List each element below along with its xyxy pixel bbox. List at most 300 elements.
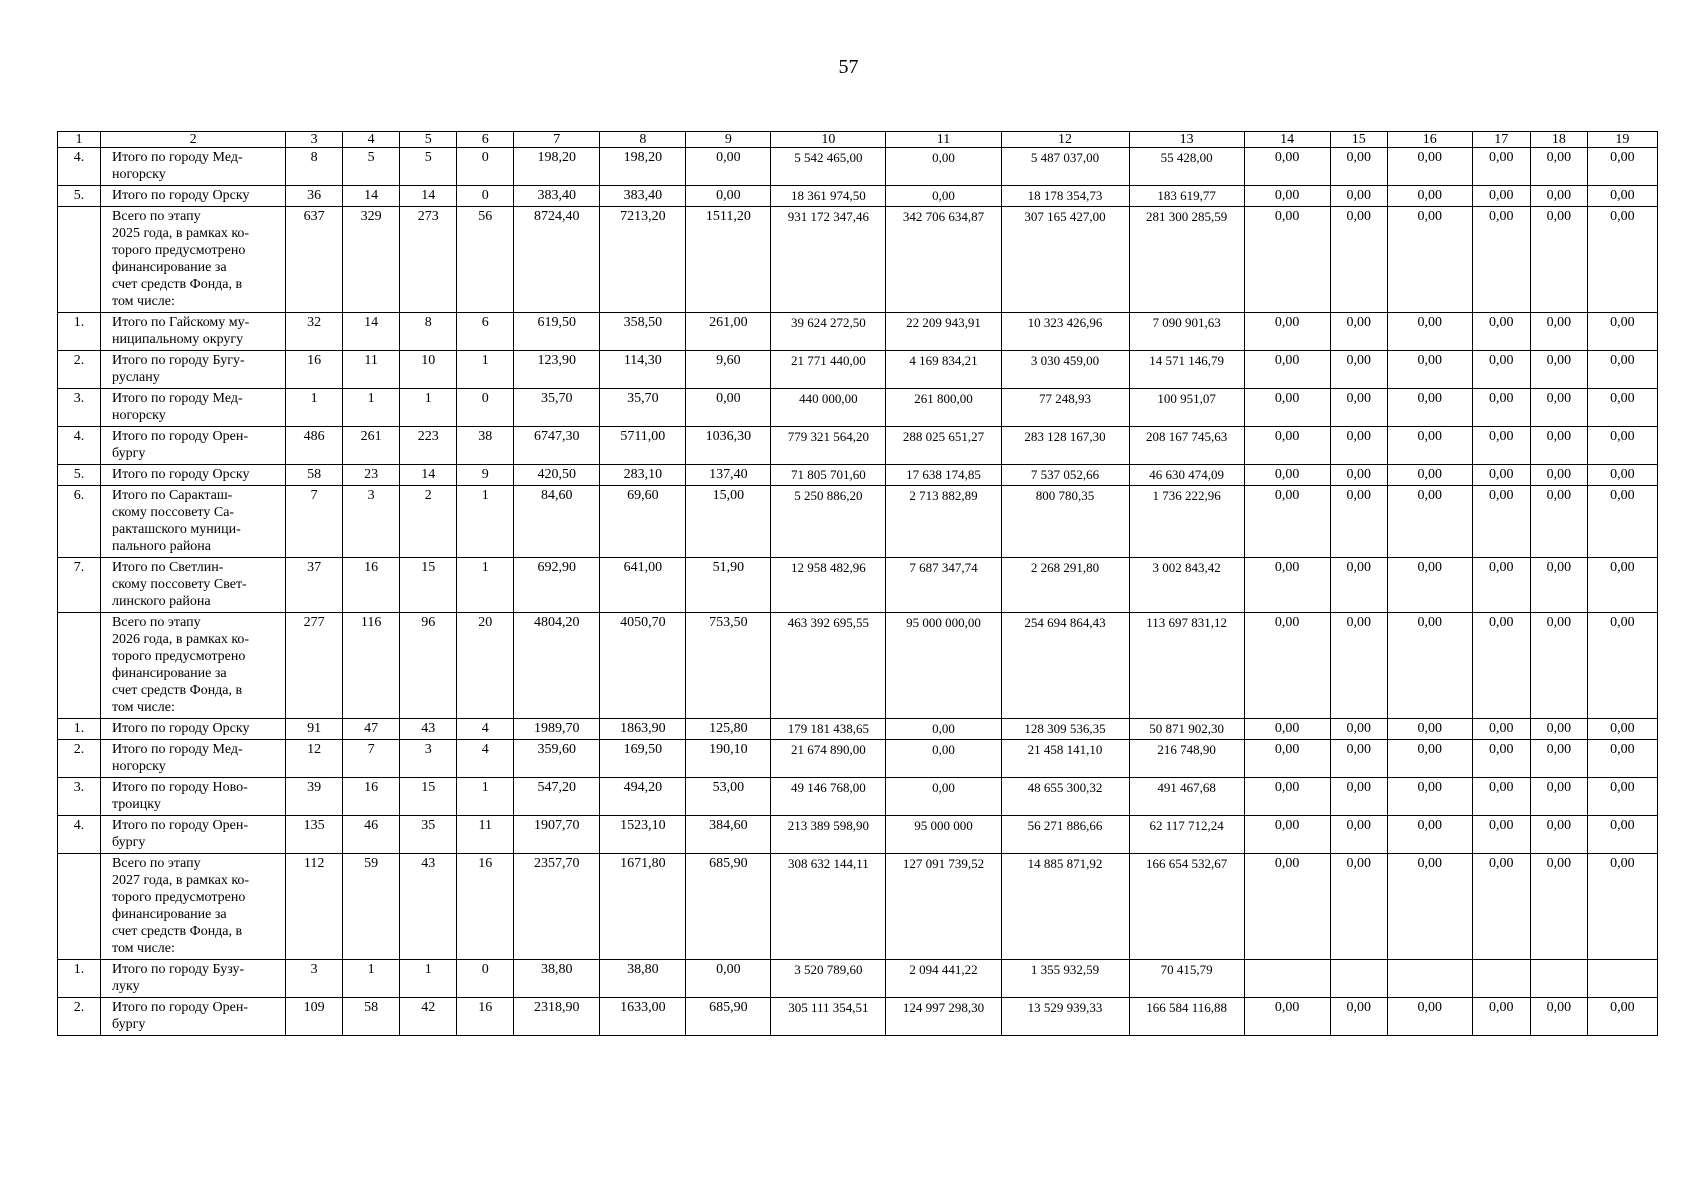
table-cell: 0,00 [1330,740,1387,778]
table-cell: 95 000 000,00 [886,613,1001,719]
column-number: 17 [1472,132,1530,148]
table-cell: 0,00 [1244,558,1330,613]
table-cell: 1633,00 [600,998,686,1036]
table-cell: 359,60 [514,740,600,778]
table-row [58,389,1658,427]
table-cell: 0,00 [1330,207,1387,313]
table-cell: 35,70 [600,389,686,427]
table-cell: 0,00 [1530,719,1587,740]
table-cell: 0,00 [1244,465,1330,486]
table-row [58,740,1658,778]
table-cell: 0,00 [1330,558,1387,613]
table-cell: 3 030 459,00 [1001,351,1129,389]
table-cell: 12 [286,740,343,778]
table-cell: 9,60 [686,351,771,389]
table-cell: 0,00 [1330,186,1387,207]
table-cell: 128 309 536,35 [1001,719,1129,740]
table-cell: 14 885 871,92 [1001,854,1129,960]
table-cell: 47 [343,719,400,740]
table-cell: 4 [457,740,514,778]
row-index: 4. [58,427,101,465]
table-cell: 692,90 [514,558,600,613]
table-cell: 21 771 440,00 [771,351,886,389]
table-cell: 10 [400,351,457,389]
table-cell: 166 654 532,67 [1129,854,1244,960]
table-cell: 0,00 [1387,389,1472,427]
table-cell: 0,00 [686,186,771,207]
table-cell: 0,00 [1472,613,1530,719]
table-cell: 4 169 834,21 [886,351,1001,389]
column-number: 7 [514,132,600,148]
table-cell: 0,00 [1530,465,1587,486]
table-cell: 0,00 [1330,816,1387,854]
table-cell: 0,00 [1472,998,1530,1036]
table-cell: 0,00 [1387,719,1472,740]
table-cell: 213 389 598,90 [771,816,886,854]
row-label: Итого по городу Орен- бургу [101,816,286,854]
table-cell: 71 805 701,60 [771,465,886,486]
table-row [58,313,1658,351]
table-cell: 463 392 695,55 [771,613,886,719]
table-cell: 7 537 052,66 [1001,465,1129,486]
table-row [58,854,1658,960]
table-cell: 0,00 [1244,207,1330,313]
row-label: Всего по этапу 2025 года, в рамках ко- торого предусмотрено финансирование за счет средств Фонда, в том числе: [101,207,286,313]
table-cell: 91 [286,719,343,740]
table-cell: 0,00 [1530,558,1587,613]
table-cell: 1 [343,960,400,998]
table-cell: 53,00 [686,778,771,816]
table-cell: 62 117 712,24 [1129,816,1244,854]
table-cell: 0,00 [1530,351,1587,389]
table-cell: 5 542 465,00 [771,148,886,186]
table-cell: 0,00 [1244,313,1330,351]
table-cell: 116 [343,613,400,719]
row-index: 4. [58,816,101,854]
table-cell: 420,50 [514,465,600,486]
table-cell: 1511,20 [686,207,771,313]
row-label: Итого по Саракташ- скому поссовету Са- ракташского муници- пального района [101,486,286,558]
table-cell: 0 [457,960,514,998]
table-cell: 46 [343,816,400,854]
table-cell: 69,60 [600,486,686,558]
table-body [58,132,1658,1036]
table-cell: 0,00 [1587,389,1657,427]
column-number: 2 [101,132,286,148]
table-cell: 0,00 [1587,207,1657,313]
table-cell: 0,00 [1244,854,1330,960]
table-cell: 137,40 [686,465,771,486]
table-cell: 254 694 864,43 [1001,613,1129,719]
table-row [58,148,1658,186]
table-cell: 1 [457,351,514,389]
table-cell: 0,00 [1244,186,1330,207]
table-cell: 7213,20 [600,207,686,313]
table-cell: 358,50 [600,313,686,351]
column-number: 15 [1330,132,1387,148]
table-cell: 0,00 [686,389,771,427]
table-cell: 0,00 [1387,427,1472,465]
table-cell: 0,00 [1330,389,1387,427]
table-cell: 13 529 939,33 [1001,998,1129,1036]
table-cell: 261 [343,427,400,465]
table-cell: 637 [286,207,343,313]
table-cell: 307 165 427,00 [1001,207,1129,313]
table-cell: 21 674 890,00 [771,740,886,778]
table-cell: 14 [343,313,400,351]
table-cell: 5 [400,148,457,186]
table-row [58,186,1658,207]
table-cell: 0,00 [886,778,1001,816]
table-cell: 0,00 [1244,148,1330,186]
row-index: 1. [58,960,101,998]
row-label: Итого по городу Орен- бургу [101,998,286,1036]
row-index: 6. [58,486,101,558]
table-cell: 0,00 [1587,465,1657,486]
table-cell: 16 [457,998,514,1036]
table-header-row [58,132,1658,148]
row-index: 5. [58,465,101,486]
row-index: 1. [58,313,101,351]
row-label: Итого по городу Орен- бургу [101,427,286,465]
table-cell [1387,960,1472,998]
table-cell: 35,70 [514,389,600,427]
row-index: 3. [58,778,101,816]
row-label: Всего по этапу 2026 года, в рамках ко- торого предусмотрено финансирование за счет средств Фонда, в том числе: [101,613,286,719]
row-label: Всего по этапу 2027 года, в рамках ко- торого предусмотрено финансирование за счет средств Фонда, в том числе: [101,854,286,960]
table-cell: 342 706 634,87 [886,207,1001,313]
table-cell [1587,960,1657,998]
table-cell [1530,960,1587,998]
table-cell: 3 [343,486,400,558]
table-row [58,613,1658,719]
column-number: 10 [771,132,886,148]
table-cell: 779 321 564,20 [771,427,886,465]
table-cell: 0,00 [1330,854,1387,960]
table-cell: 0,00 [1472,148,1530,186]
table-cell: 1863,90 [600,719,686,740]
table-cell: 0,00 [1387,186,1472,207]
table-cell: 1 [457,778,514,816]
table-cell: 0,00 [1587,778,1657,816]
table-cell: 0,00 [1530,389,1587,427]
table-cell: 0,00 [1472,465,1530,486]
row-label: Итого по городу Орску [101,186,286,207]
table-cell: 383,40 [514,186,600,207]
table-cell: 0,00 [1330,427,1387,465]
table-cell: 0,00 [1387,854,1472,960]
table-cell: 38,80 [600,960,686,998]
row-label: Итого по Светлин- скому поссовету Свет- линского района [101,558,286,613]
table-cell: 0,00 [1530,313,1587,351]
table-cell: 305 111 354,51 [771,998,886,1036]
table-cell: 0,00 [1472,854,1530,960]
table-cell: 37 [286,558,343,613]
column-number: 12 [1001,132,1129,148]
table-cell: 39 [286,778,343,816]
column-number: 6 [457,132,514,148]
table-cell: 0,00 [1330,998,1387,1036]
table-cell: 2357,70 [514,854,600,960]
column-number: 4 [343,132,400,148]
row-index: 3. [58,389,101,427]
table-row [58,351,1658,389]
table-row [58,998,1658,1036]
table-cell: 1 736 222,96 [1129,486,1244,558]
table-cell: 1 [400,389,457,427]
table-cell: 619,50 [514,313,600,351]
table-cell: 55 428,00 [1129,148,1244,186]
column-number: 8 [600,132,686,148]
table-cell: 7 [343,740,400,778]
table-cell: 15 [400,778,457,816]
table-row [58,465,1658,486]
page-number: 57 [838,56,859,78]
table-cell: 14 [400,465,457,486]
table-cell: 0,00 [1587,427,1657,465]
table-cell: 494,20 [600,778,686,816]
table-cell: 0,00 [1472,486,1530,558]
table-cell: 440 000,00 [771,389,886,427]
table-cell: 123,90 [514,351,600,389]
table-cell: 329 [343,207,400,313]
table-cell: 2 [400,486,457,558]
table-cell: 0,00 [1244,351,1330,389]
table-cell: 23 [343,465,400,486]
table-cell: 0 [457,148,514,186]
row-index: 5. [58,186,101,207]
table-cell: 39 624 272,50 [771,313,886,351]
table-cell: 5 250 886,20 [771,486,886,558]
table-cell: 0,00 [1530,778,1587,816]
table-cell: 1 [286,389,343,427]
table-cell: 0,00 [1244,719,1330,740]
table-cell: 50 871 902,30 [1129,719,1244,740]
table-cell: 0,00 [1387,613,1472,719]
table-cell: 0,00 [1330,313,1387,351]
table-cell: 113 697 831,12 [1129,613,1244,719]
column-number: 19 [1587,132,1657,148]
table-cell: 56 [457,207,514,313]
table-cell: 20 [457,613,514,719]
table-cell: 261 800,00 [886,389,1001,427]
table-cell: 100 951,07 [1129,389,1244,427]
table-cell: 95 000 000 [886,816,1001,854]
table-cell: 0 [457,389,514,427]
table-cell: 43 [400,719,457,740]
table-cell: 0,00 [1587,719,1657,740]
table-cell: 283,10 [600,465,686,486]
table-cell: 931 172 347,46 [771,207,886,313]
table-cell: 169,50 [600,740,686,778]
table-cell: 0,00 [1587,740,1657,778]
column-number: 11 [886,132,1001,148]
table-cell: 77 248,93 [1001,389,1129,427]
table-cell: 0,00 [1587,998,1657,1036]
table-cell: 22 209 943,91 [886,313,1001,351]
table-cell: 59 [343,854,400,960]
table-cell: 36 [286,186,343,207]
table-cell: 0,00 [1387,207,1472,313]
table-cell: 2 713 882,89 [886,486,1001,558]
table-cell: 0,00 [1530,740,1587,778]
table-cell: 0,00 [1387,816,1472,854]
table-cell: 0,00 [1587,351,1657,389]
table-cell: 0,00 [1244,613,1330,719]
table-cell: 0,00 [1530,186,1587,207]
table-cell: 1671,80 [600,854,686,960]
table-cell: 114,30 [600,351,686,389]
table-cell: 685,90 [686,998,771,1036]
row-label: Итого по городу Орску [101,465,286,486]
table-cell: 0,00 [1472,351,1530,389]
table-cell: 0,00 [1387,740,1472,778]
row-label: Итого по городу Мед- ногорску [101,389,286,427]
table-cell: 51,90 [686,558,771,613]
table-cell: 0,00 [1472,778,1530,816]
table-cell: 5 [343,148,400,186]
table-cell: 12 958 482,96 [771,558,886,613]
table-cell: 0,00 [1530,148,1587,186]
table-cell: 2318,90 [514,998,600,1036]
table-cell: 0,00 [1530,486,1587,558]
table-cell: 0,00 [1387,148,1472,186]
table-cell: 58 [343,998,400,1036]
table-cell: 261,00 [686,313,771,351]
table-cell: 0,00 [1387,465,1472,486]
table-cell: 0,00 [1330,613,1387,719]
table-cell: 0,00 [1330,778,1387,816]
table-row [58,778,1658,816]
table-cell: 0,00 [1244,486,1330,558]
column-number: 13 [1129,132,1244,148]
row-index: 1. [58,719,101,740]
table-cell: 0,00 [1587,486,1657,558]
table-cell: 17 638 174,85 [886,465,1001,486]
table-cell: 11 [457,816,514,854]
table-cell: 0,00 [1244,816,1330,854]
table-cell: 16 [286,351,343,389]
row-index [58,854,101,960]
table-cell: 0,00 [1530,854,1587,960]
table-cell [1244,960,1330,998]
table-cell: 0,00 [1587,816,1657,854]
row-index: 7. [58,558,101,613]
table-cell: 0,00 [1472,389,1530,427]
table-cell: 0,00 [1587,148,1657,186]
table-row [58,719,1658,740]
table-cell: 0,00 [1330,719,1387,740]
table-cell: 58 [286,465,343,486]
table-cell: 0,00 [1330,148,1387,186]
row-label: Итого по городу Мед- ногорску [101,148,286,186]
table-cell: 8 [286,148,343,186]
table-cell: 179 181 438,65 [771,719,886,740]
table-cell: 14 [400,186,457,207]
table-cell: 49 146 768,00 [771,778,886,816]
table-cell: 0,00 [1587,186,1657,207]
table-cell: 0,00 [886,148,1001,186]
table-cell: 0,00 [1330,486,1387,558]
table-cell: 3 [400,740,457,778]
table-cell: 491 467,68 [1129,778,1244,816]
row-label: Итого по городу Орску [101,719,286,740]
table-cell: 9 [457,465,514,486]
row-index: 2. [58,998,101,1036]
table-cell: 486 [286,427,343,465]
table-cell: 96 [400,613,457,719]
table-cell: 166 584 116,88 [1129,998,1244,1036]
table-cell: 112 [286,854,343,960]
table-cell: 198,20 [600,148,686,186]
table-cell: 3 520 789,60 [771,960,886,998]
row-label: Итого по городу Ново- троицку [101,778,286,816]
table-cell: 0,00 [886,740,1001,778]
table-cell: 0,00 [1530,207,1587,313]
table-cell: 0,00 [1530,613,1587,719]
table-cell: 753,50 [686,613,771,719]
table-cell: 273 [400,207,457,313]
column-number: 14 [1244,132,1330,148]
row-index [58,613,101,719]
table-cell: 0,00 [1387,998,1472,1036]
table-cell: 8724,40 [514,207,600,313]
table-cell: 10 323 426,96 [1001,313,1129,351]
table-cell: 0,00 [686,148,771,186]
table-cell: 0,00 [1587,613,1657,719]
table-cell: 547,20 [514,778,600,816]
row-index: 4. [58,148,101,186]
table-cell: 18 361 974,50 [771,186,886,207]
table-cell: 1 [400,960,457,998]
table-cell: 32 [286,313,343,351]
table-cell: 46 630 474,09 [1129,465,1244,486]
table-cell: 14 571 146,79 [1129,351,1244,389]
table-cell: 0 [457,186,514,207]
table-cell: 641,00 [600,558,686,613]
table-cell: 35 [400,816,457,854]
row-index: 2. [58,351,101,389]
table-cell: 0,00 [1472,186,1530,207]
table-cell: 4 [457,719,514,740]
table-cell: 70 415,79 [1129,960,1244,998]
table-cell: 16 [343,778,400,816]
table-cell: 288 025 651,27 [886,427,1001,465]
table-cell: 208 167 745,63 [1129,427,1244,465]
table-cell: 135 [286,816,343,854]
table-row [58,486,1658,558]
table-cell: 11 [343,351,400,389]
row-index [58,207,101,313]
table-cell: 0,00 [1587,558,1657,613]
table-cell: 0,00 [1472,558,1530,613]
table-row [58,816,1658,854]
table-row [58,558,1658,613]
row-label: Итого по городу Мед- ногорску [101,740,286,778]
table-row [58,427,1658,465]
table-cell: 216 748,90 [1129,740,1244,778]
column-number: 3 [286,132,343,148]
table-cell: 0,00 [1244,389,1330,427]
table-cell: 18 178 354,73 [1001,186,1129,207]
table-cell: 3 002 843,42 [1129,558,1244,613]
row-label: Итого по городу Бугу- руслану [101,351,286,389]
table-cell: 308 632 144,11 [771,854,886,960]
table-cell: 0,00 [1330,351,1387,389]
table-cell: 283 128 167,30 [1001,427,1129,465]
table-cell: 84,60 [514,486,600,558]
table-cell: 0,00 [1472,719,1530,740]
